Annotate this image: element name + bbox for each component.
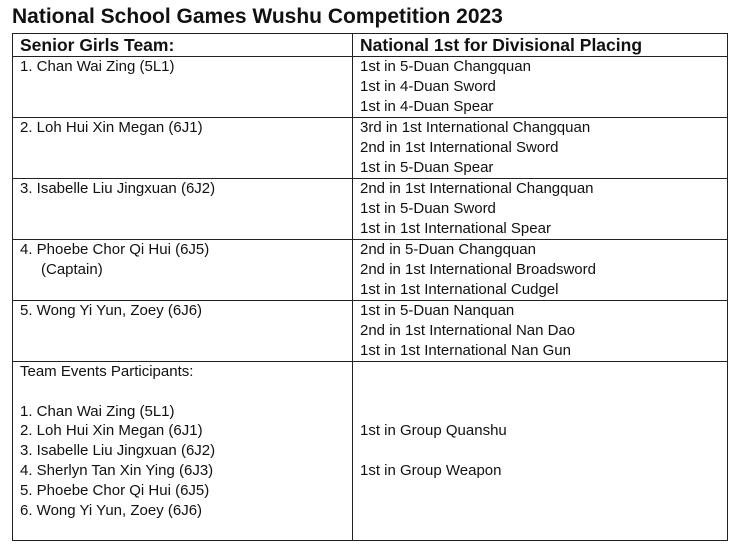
result-line: 1st in 4-Duan Sword [360, 77, 496, 95]
placing-cell [353, 57, 728, 118]
member-name: 5. Wong Yi Yun, Zoey (6J6) [20, 302, 203, 319]
member-name: 2. Loh Hui Xin Megan (6J1) [20, 119, 203, 136]
placing-cell [353, 118, 728, 179]
participant-item: 2. Loh Hui Xin Megan (6J1) [20, 422, 203, 440]
result-line: 1st in 5-Duan Sword [360, 199, 496, 217]
table-row [13, 179, 728, 240]
team-events-row [13, 362, 728, 541]
member-name: 3. Isabelle Liu Jingxuan (6J2) [20, 180, 216, 197]
result-line: 2nd in 1st International Nan Dao [360, 321, 576, 339]
member-name: 1. Chan Wai Zing (5L1) [20, 58, 175, 75]
member-cell [13, 301, 353, 362]
spacer [360, 362, 727, 382]
table-row [13, 57, 728, 118]
result-line: 1st in 5-Duan Spear [360, 158, 494, 176]
member-cell [13, 57, 353, 118]
result-line: 2nd in 5-Duan Changquan [360, 241, 536, 258]
result-line: 1st in 1st International Spear [360, 219, 551, 237]
table-row [13, 301, 728, 362]
team-result-line: 1st in Group Quanshu [360, 422, 507, 440]
spacer [360, 441, 727, 461]
team-participants-cell [13, 362, 353, 541]
result-line: 1st in 5-Duan Nanquan [360, 302, 515, 319]
team-events-heading: Team Events Participants: [20, 363, 194, 380]
team-result-line: 1st in Group Weapon [360, 461, 502, 479]
header-team: Senior Girls Team: [13, 34, 353, 57]
team-results-cell [353, 362, 728, 541]
result-line: 2nd in 1st International Changquan [360, 180, 594, 197]
result-line: 1st in 1st International Nan Gun [360, 341, 571, 359]
result-line: 1st in 5-Duan Changquan [360, 58, 531, 75]
member-cell [13, 118, 353, 179]
result-line: 2nd in 1st International Sword [360, 138, 559, 156]
result-line: 3rd in 1st International Changquan [360, 119, 591, 136]
member-name: 4. Phoebe Chor Qi Hui (6J5) [20, 241, 210, 258]
participant-item: 3. Isabelle Liu Jingxuan (6J2) [20, 442, 216, 460]
header-placing: National 1st for Divisional Placing [353, 34, 728, 57]
table-header-row [13, 34, 728, 57]
results-table [12, 33, 728, 541]
participant-item: 6. Wong Yi Yun, Zoey (6J6) [20, 501, 203, 519]
table-row [13, 240, 728, 301]
result-line: 1st in 1st International Cudgel [360, 280, 559, 298]
spacer [360, 382, 727, 402]
captain-label: (Captain) [41, 260, 103, 278]
member-cell [13, 240, 353, 301]
result-line: 1st in 4-Duan Spear [360, 97, 494, 115]
page-title: National School Games Wushu Competition 2023 [12, 5, 503, 28]
participant-item: 5. Phoebe Chor Qi Hui (6J5) [20, 481, 210, 499]
table-row [13, 118, 728, 179]
placing-cell [353, 240, 728, 301]
result-line: 2nd in 1st International Broadsword [360, 260, 596, 278]
spacer [360, 402, 727, 422]
participant-item: 1. Chan Wai Zing (5L1) [20, 402, 175, 420]
member-cell [13, 179, 353, 240]
spacer [20, 382, 352, 402]
placing-cell [353, 301, 728, 362]
participant-item: 4. Sherlyn Tan Xin Ying (6J3) [20, 461, 214, 479]
placing-cell [353, 179, 728, 240]
